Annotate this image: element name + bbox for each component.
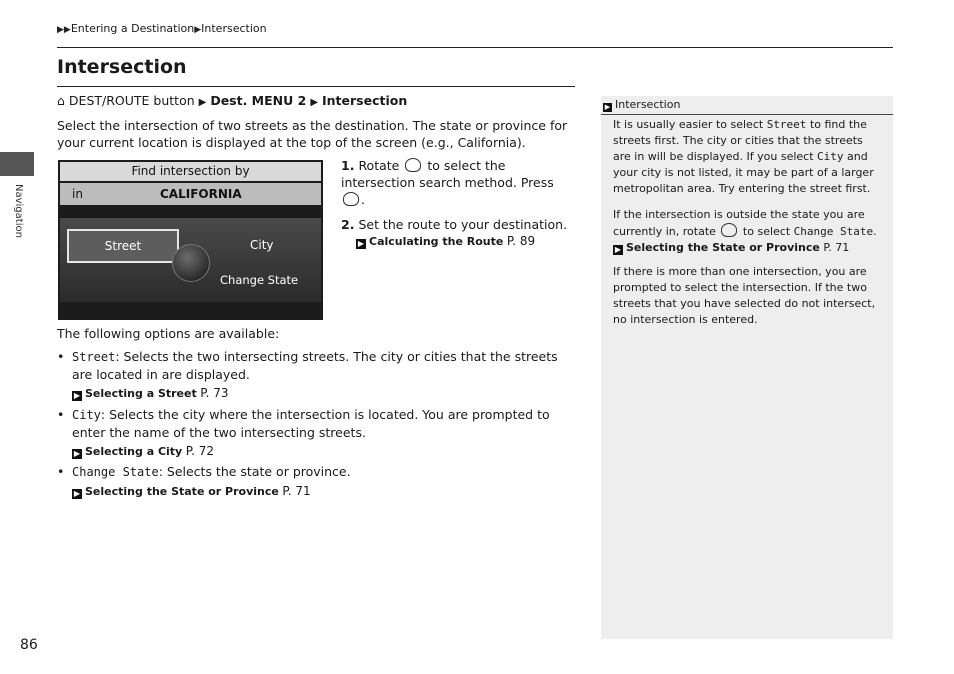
option-desc: : Selects the city where the intersection is located. You are prompted to enter the name of the two intersecting streets. xyxy=(72,407,550,440)
page-title: Intersection xyxy=(57,56,187,78)
reference-title: Selecting a Street xyxy=(85,387,197,400)
reference-page: P. 72 xyxy=(185,444,214,458)
knob-icon xyxy=(172,244,210,282)
screen-state: CALIFORNIA xyxy=(160,187,242,201)
note-text: It is usually easier to select xyxy=(613,118,764,131)
navigation-screen-image xyxy=(58,160,323,320)
option-desc: : Selects the two intersecting streets. The city or cities that the streets are located in are displayed. xyxy=(72,349,558,382)
menu-path-item: Intersection xyxy=(322,93,408,108)
option-term: Change State xyxy=(72,465,159,479)
note-text: and your city is not listed, it may be part of a larger metropolitan area. Try entering the street first. xyxy=(613,150,874,195)
step-text: Rotate xyxy=(358,158,400,173)
note-text: to find the streets first. The city or cities that the streets are in will be displayed. If you select xyxy=(613,118,867,163)
reference-arrow-icon: ▶ xyxy=(614,245,622,254)
notes-heading-text: Intersection xyxy=(615,98,681,111)
note-text: to select xyxy=(742,225,791,238)
screen-header: Find intersection by xyxy=(60,162,321,181)
screen-options xyxy=(60,218,321,302)
reference-title: Calculating the Route xyxy=(369,235,504,248)
header-divider xyxy=(57,47,893,48)
note-term: City xyxy=(817,150,844,163)
reference-page: P. 73 xyxy=(200,386,229,400)
notes-heading xyxy=(601,96,893,115)
step-1 xyxy=(341,157,571,208)
reference-arrow-icon: ▶ xyxy=(73,391,81,400)
note-arrow-icon: ▶ xyxy=(604,103,611,111)
screen-change-state-option: Change State xyxy=(220,273,299,287)
step-number: 1. xyxy=(341,158,355,173)
reference-title: Selecting a City xyxy=(85,445,183,458)
reference-arrow-icon: ▶ xyxy=(73,449,81,458)
breadcrumb-item[interactable]: Entering a Destination xyxy=(70,22,195,35)
cross-reference[interactable] xyxy=(613,240,879,256)
option-term: Street xyxy=(72,350,116,364)
reference-title: Selecting the State or Province xyxy=(626,241,820,254)
breadcrumb-arrow: ▶ xyxy=(194,25,202,35)
breadcrumb-arrows: ▶▶ xyxy=(57,25,71,35)
reference-page: P. 89 xyxy=(506,234,536,248)
screen-street-option: Street xyxy=(67,229,179,263)
reference-page: P. 71 xyxy=(823,241,850,254)
note-2 xyxy=(613,207,879,256)
option-term: City xyxy=(72,408,101,422)
option-street xyxy=(57,348,572,402)
bullet-icon: • xyxy=(57,464,65,479)
cross-reference[interactable] xyxy=(356,233,571,250)
option-desc: : Selects the state or province. xyxy=(158,464,351,479)
reference-page: P. 71 xyxy=(282,484,311,498)
screen-location-bar xyxy=(60,183,321,205)
reference-arrow-icon: ▶ xyxy=(73,489,81,498)
screen-in-label: in xyxy=(72,187,83,201)
breadcrumb-item[interactable]: Intersection xyxy=(201,22,267,35)
home-icon: ⌂ xyxy=(57,93,65,108)
rotate-knob-icon xyxy=(405,158,421,172)
press-knob-icon xyxy=(343,192,359,206)
reference-arrow-icon: ▶ xyxy=(357,239,365,248)
cross-reference[interactable] xyxy=(72,483,572,500)
step-text: to select the intersection search method. Press xyxy=(341,158,554,190)
note-text: If the intersection is outside the state you are currently in, rotate xyxy=(613,208,865,238)
path-arrow-icon: ▶ xyxy=(310,97,319,108)
page-number: 86 xyxy=(20,637,38,653)
menu-path-prefix: DEST/ROUTE button xyxy=(68,93,195,108)
screen-city-option: City xyxy=(250,238,274,252)
path-arrow-icon: ▶ xyxy=(198,97,207,108)
note-text: . xyxy=(873,225,877,238)
cross-reference[interactable] xyxy=(72,443,572,460)
options-intro: The following options are available: xyxy=(57,326,280,341)
note-term: Change State xyxy=(793,225,874,238)
note-term: Street xyxy=(766,118,807,131)
step-number: 2. xyxy=(341,217,355,232)
rotate-knob-icon xyxy=(721,223,737,237)
option-change-state xyxy=(57,463,572,500)
note-3: If there is more than one intersection, you are prompted to select the intersection. If the two streets that you have selected do not intersect, no intersection is entered. xyxy=(613,265,876,326)
note-1 xyxy=(613,117,879,197)
menu-path xyxy=(57,93,407,108)
title-divider xyxy=(57,86,575,87)
option-city xyxy=(57,406,572,460)
step-2 xyxy=(341,216,571,250)
reference-title: Selecting the State or Province xyxy=(85,485,279,498)
bullet-icon: • xyxy=(57,407,65,422)
section-label: Navigation xyxy=(13,184,24,238)
cross-reference[interactable] xyxy=(72,385,572,402)
step-text: Set the route to your destination. xyxy=(358,217,568,232)
step-text: . xyxy=(361,192,365,207)
intro-paragraph: Select the intersection of two streets as the destination. The state or province for your current location is displayed at the top of the screen (e.g., California). xyxy=(57,118,568,150)
bullet-icon: • xyxy=(57,349,65,364)
breadcrumb xyxy=(57,22,267,35)
menu-path-menu: Dest. MENU 2 xyxy=(210,93,307,108)
section-tab xyxy=(0,152,34,176)
